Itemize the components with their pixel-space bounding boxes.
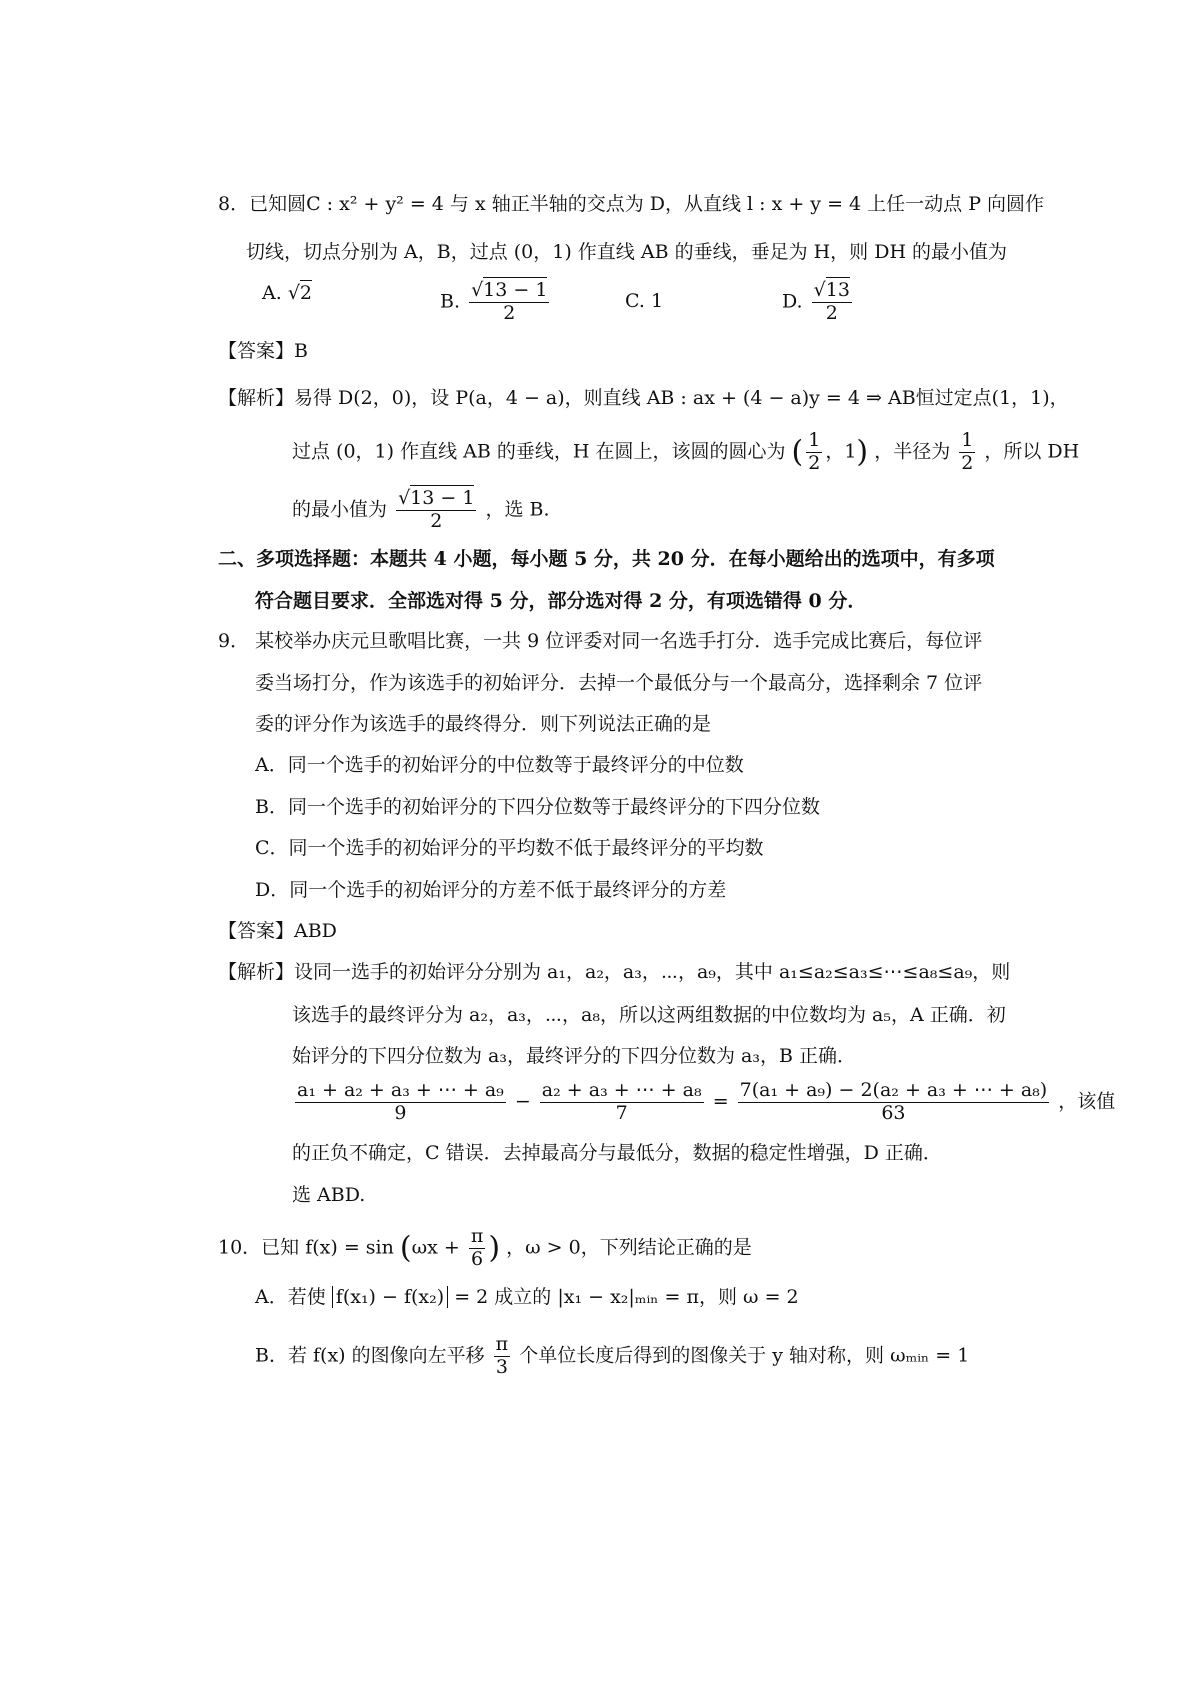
section2-heading-line2: 符合题目要求．全部选对得 5 分，部分选对得 2 分，有项选错得 0 分． bbox=[255, 590, 867, 612]
q8-analysis-line3: 的最小值为 √ $\frac{13 - 1}{2}$ ，选 B. bbox=[292, 488, 550, 533]
q8-analysis-line1: 【解析】易得 D(2，0)，设 P(a，4 − a)，则直线 AB : ax + (4 − a)y = 4 ⇒ AB恒过定点(1，1)， bbox=[218, 387, 1069, 409]
fraction: √ $\frac{13 - 1}{2}$ bbox=[396, 488, 476, 533]
option-label: C. bbox=[625, 290, 645, 312]
fraction: $\frac{\text{a₂ + a₃ + ⋯ + a₈}}{7}$ bbox=[541, 1079, 702, 1124]
q9-option-d: D．同一个选手的初始评分的方差不低于最终评分的方差 bbox=[255, 879, 727, 901]
q9-option-c: C．同一个选手的初始评分的平均数不低于最终评分的平均数 bbox=[255, 837, 764, 859]
q8-option-a bbox=[262, 282, 312, 305]
q8-option-d bbox=[782, 280, 855, 325]
fraction: $\frac{\text{7(a₁ + a₉) − 2(a₂ + a₃ + ⋯ + a₈)}}{63}$ bbox=[739, 1079, 1048, 1124]
sqrt-symbol bbox=[288, 282, 300, 304]
option-label: D. bbox=[782, 290, 803, 313]
q9-option-b: B．同一个选手的初始评分的下四分位数等于最终评分的下四分位数 bbox=[255, 796, 820, 818]
q10-stem: 10．已知 f(x) = sin (ωx + $\frac{\pi}{6}$ ) ，ω > 0，下列结论正确的是 bbox=[218, 1225, 752, 1270]
q8-stem-line2: 切线，切点分别为 A，B，过点 (0，1) 作直线 AB 的垂线，垂足为 H，则 DH 的最小值为 bbox=[246, 241, 1008, 263]
fraction: $\frac{\pi}{3}$ bbox=[495, 1333, 509, 1378]
denominator: 2 bbox=[825, 301, 838, 324]
q9-stem-line1: 9． 某校举办庆元旦歌唱比赛，一共 9 位评委对同一名选手打分．选手完成比赛后，每位评 bbox=[218, 630, 983, 652]
fraction bbox=[469, 280, 549, 325]
q10-option-a: A．若使 f(x₁) − f(x₂) = 2 成立的 |x₁ − x₂|ₘᵢₙ = π，则 ω = 2 bbox=[255, 1286, 799, 1308]
fraction: $\frac{\pi}{6}$ bbox=[470, 1225, 484, 1270]
q9-analysis-line6: 选 ABD. bbox=[292, 1184, 366, 1206]
q8-stem-line1: 8．已知圆C : x² + y² = 4 与 x 轴正半轴的交点为 D，从直线 l : x + y = 4 上任一动点 P 向圆作 bbox=[218, 193, 1045, 215]
numerator: 13 bbox=[825, 279, 850, 301]
q8-option-c bbox=[625, 290, 663, 313]
option-value: 1 bbox=[650, 290, 664, 312]
fraction: $\frac{1}{2}$ bbox=[808, 429, 821, 474]
q9-analysis-line2: 该选手的最终评分为 a₂，a₃，⋯，a₈，所以这两组数据的中位数均为 a₅，A 正确．初 bbox=[292, 1004, 1006, 1026]
section2-heading-line1: 二、多项选择题：本题共 4 小题，每小题 5 分，共 20 分．在每小题给出的选项中，有多项 bbox=[218, 548, 995, 570]
option-label: B. bbox=[440, 290, 461, 313]
option-label: A. bbox=[262, 282, 282, 304]
q8-answer: 【答案】B bbox=[218, 340, 308, 362]
q8-analysis-line2: 过点 (0，1) 作直线 AB 的垂线，H 在圆上，该圆的圆心为 ( $\frac{1}{2}$ ，1) ，半径为 $\frac{1}{2}$ ，所以 DH bbox=[292, 429, 1080, 474]
fraction: $\frac{\text{a₁ + a₂ + a₃ + ⋯ + a₉}}{9}$ bbox=[297, 1079, 504, 1124]
q9-analysis-equation: $\frac{\text{a₁ + a₂ + a₃ + ⋯ + a₉}}{9}$ − $\frac{\text{a₂ + a₃ + ⋯ + a₈}}{7}$ = $\frac{\text{7(a₁ + a₉) − 2(a₂ + a₃ + ⋯ + a₈)}}{63}$ ，该值 bbox=[297, 1079, 1116, 1124]
denominator: 2 bbox=[503, 301, 516, 324]
q10-option-b: B．若 f(x) 的图像向左平移 $\frac{\pi}{3}$ 个单位长度后得到的图像关于 y 轴对称，则 ωₘᵢₙ = 1 bbox=[255, 1333, 970, 1378]
q9-option-a: A．同一个选手的初始评分的中位数等于最终评分的中位数 bbox=[255, 754, 744, 776]
q9-stem-line3: 委的评分作为该选手的最终得分．则下列说法正确的是 bbox=[255, 713, 712, 735]
numerator: 13 − 1 bbox=[483, 279, 548, 301]
option-value: 2 bbox=[299, 282, 313, 304]
fraction bbox=[812, 280, 852, 325]
q9-analysis-line1: 【解析】设同一选手的初始评分分别为 a₁，a₂，a₃，⋯，a₉，其中 a₁≤a₂≤a₃≤⋯≤a₈≤a₉，则 bbox=[218, 961, 1011, 983]
q9-answer: 【答案】ABD bbox=[218, 920, 337, 942]
fraction: $\frac{1}{2}$ bbox=[961, 429, 974, 474]
q9-stem-line2: 委当场打分，作为该选手的初始评分．去掉一个最低分与一个最高分，选择剩余 7 位评 bbox=[255, 672, 983, 694]
q9-analysis-line3: 始评分的下四分位数为 a₃，最终评分的下四分位数为 a₃，B 正确． bbox=[292, 1045, 856, 1067]
absolute-value: f(x₁) − f(x₂) bbox=[332, 1286, 448, 1308]
q8-option-b bbox=[440, 280, 552, 325]
q9-analysis-line5: 的正负不确定，C 错误．去掉最高分与最低分，数据的稳定性增强，D 正确． bbox=[292, 1142, 942, 1164]
